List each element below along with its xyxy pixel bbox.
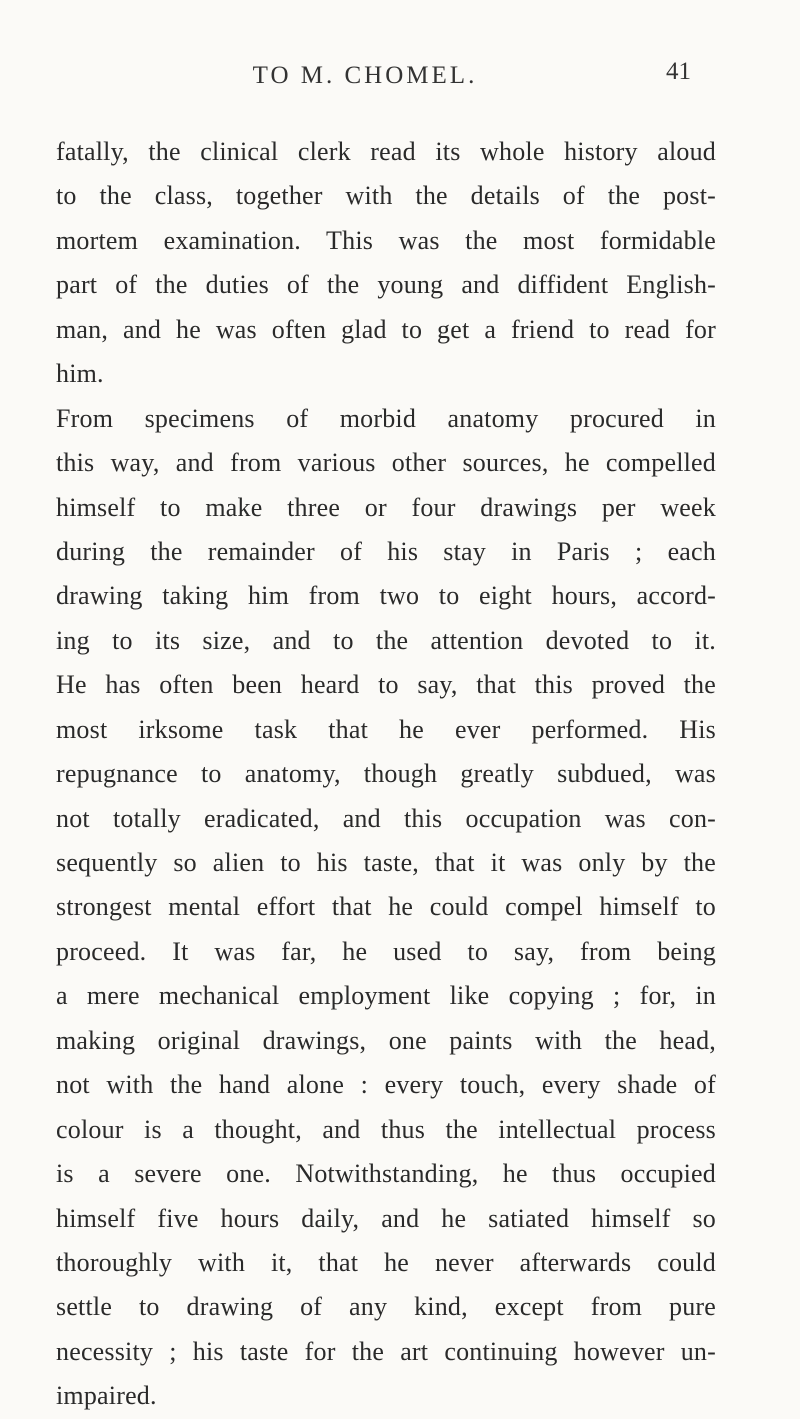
text-line: mortem examination. This was the most formidable	[56, 225, 716, 255]
text-line: to the class, together with the details of the post-	[56, 181, 716, 211]
text-line: impaired.	[56, 1381, 157, 1411]
text-line: thoroughly with it, that he never afterwards could	[56, 1247, 716, 1277]
running-head	[0, 58, 800, 96]
text-line: himself to make three or four drawings per week	[56, 492, 716, 522]
text-line: repugnance to anatomy, though greatly subdued, was	[56, 759, 716, 789]
text-line: proceed. It was far, he used to say, from being	[56, 936, 716, 966]
text-line: not with the hand alone : every touch, every shade of	[56, 1070, 716, 1100]
text-line: strongest mental effort that he could compel himself to	[56, 892, 716, 922]
body-text	[56, 130, 716, 1419]
text-line: a mere mechanical employment like copying ; for, in	[56, 981, 716, 1011]
text-line: drawing taking him from two to eight hours, accord-	[56, 581, 716, 611]
text-line: necessity ; his taste for the art continuing however un-	[56, 1336, 716, 1366]
page-number: 41	[666, 58, 691, 85]
text-line: fatally, the clinical clerk read its whole history aloud	[56, 137, 716, 166]
text-line: during the remainder of his stay in Paris ; each	[56, 536, 716, 566]
text-line: this way, and from various other sources, he compelled	[56, 448, 716, 478]
text-line: making original drawings, one paints with the head,	[56, 1025, 716, 1055]
text-line: man, and he was often glad to get a friend to read for	[56, 314, 716, 344]
text-line: most irksome task that he ever performed. His	[56, 714, 716, 744]
text-line: him.	[56, 359, 104, 389]
running-title: TO M. CHOMEL.	[252, 62, 478, 89]
text-line: sequently so alien to his taste, that it was only by the	[56, 848, 716, 877]
text-line: settle to drawing of any kind, except from pure	[56, 1292, 716, 1322]
text-line: colour is a thought, and thus the intellectual process	[56, 1114, 716, 1144]
text-line: is a severe one. Notwithstanding, he thus occupied	[56, 1159, 716, 1189]
text-line: himself five hours daily, and he satiated himself so	[56, 1203, 716, 1233]
text-line: not totally eradicated, and this occupation was con-	[56, 803, 716, 833]
text-line: From specimens of morbid anatomy procured in	[56, 403, 716, 433]
text-line: ing to its size, and to the attention devoted to it.	[56, 625, 716, 655]
text-line: He has often been heard to say, that this proved the	[56, 670, 716, 700]
text-line: part of the duties of the young and diffident English-	[56, 270, 716, 300]
